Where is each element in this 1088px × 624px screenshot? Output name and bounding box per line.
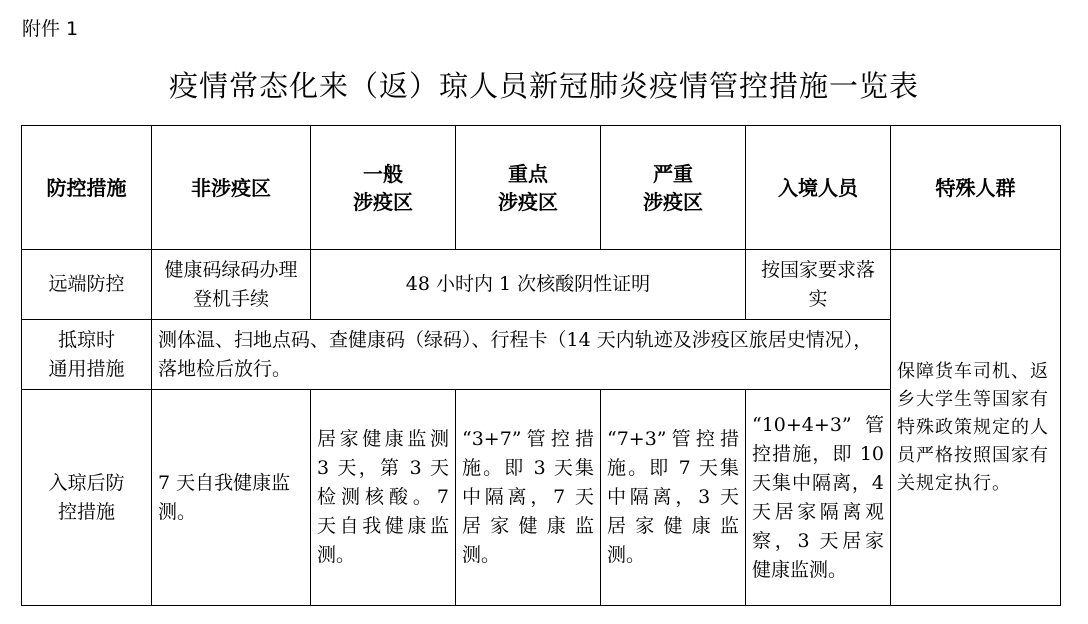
remote-label: 远端防控 [22, 250, 152, 320]
attachment-label: 附件 1 [22, 18, 79, 40]
header-severe-area: 严重 涉疫区 [601, 126, 746, 250]
header-special: 特殊人群 [891, 126, 1061, 250]
after-severe: “7+3”管控措施。即 7 天集中隔离，3 天居家健康监测。 [601, 390, 746, 606]
header-general-area: 一般 涉疫区 [311, 126, 456, 250]
after-general: 居家健康监测 3 天，第 3 天检测核酸。7 天自我健康监测。 [311, 390, 456, 606]
after-key: “3+7”管控措施。即 3 天集中隔离，7 天居家健康监测。 [456, 390, 601, 606]
after-label: 入琼后防 控措施 [22, 390, 152, 606]
row-remote [22, 250, 1061, 320]
header-measure: 防控措施 [22, 126, 152, 250]
header-key-area: 重点 涉疫区 [456, 126, 601, 250]
after-non-area: 7 天自我健康监测。 [152, 390, 311, 606]
remote-non-area: 健康码绿码办理登机手续 [152, 250, 311, 320]
after-inbound: “10+4+3” 管控措施，即 10 天集中隔离，4 天居家隔离观察，3 天居家健康监测。 [746, 390, 891, 606]
header-non-area: 非涉疫区 [152, 126, 311, 250]
page-title: 疫情常态化来（返）琼人员新冠肺炎疫情管控措施一览表 [168, 69, 919, 103]
header-inbound: 入境人员 [746, 126, 891, 250]
arrival-label: 抵琼时 通用措施 [22, 320, 152, 390]
special-group-cell: 保障货车司机、返乡大学生等国家有特殊政策规定的人员严格按照国家有关规定执行。 [891, 250, 1061, 606]
remote-affected: 48 小时内 1 次核酸阴性证明 [311, 250, 746, 320]
arrival-content: 测体温、扫地点码、查健康码（绿码）、行程卡（14 天内轨迹及涉疫区旅居史情况），落地检后放行。 [152, 320, 891, 390]
header-row [22, 126, 1061, 250]
remote-inbound: 按国家要求落实 [746, 250, 891, 320]
measures-table [21, 125, 1061, 606]
